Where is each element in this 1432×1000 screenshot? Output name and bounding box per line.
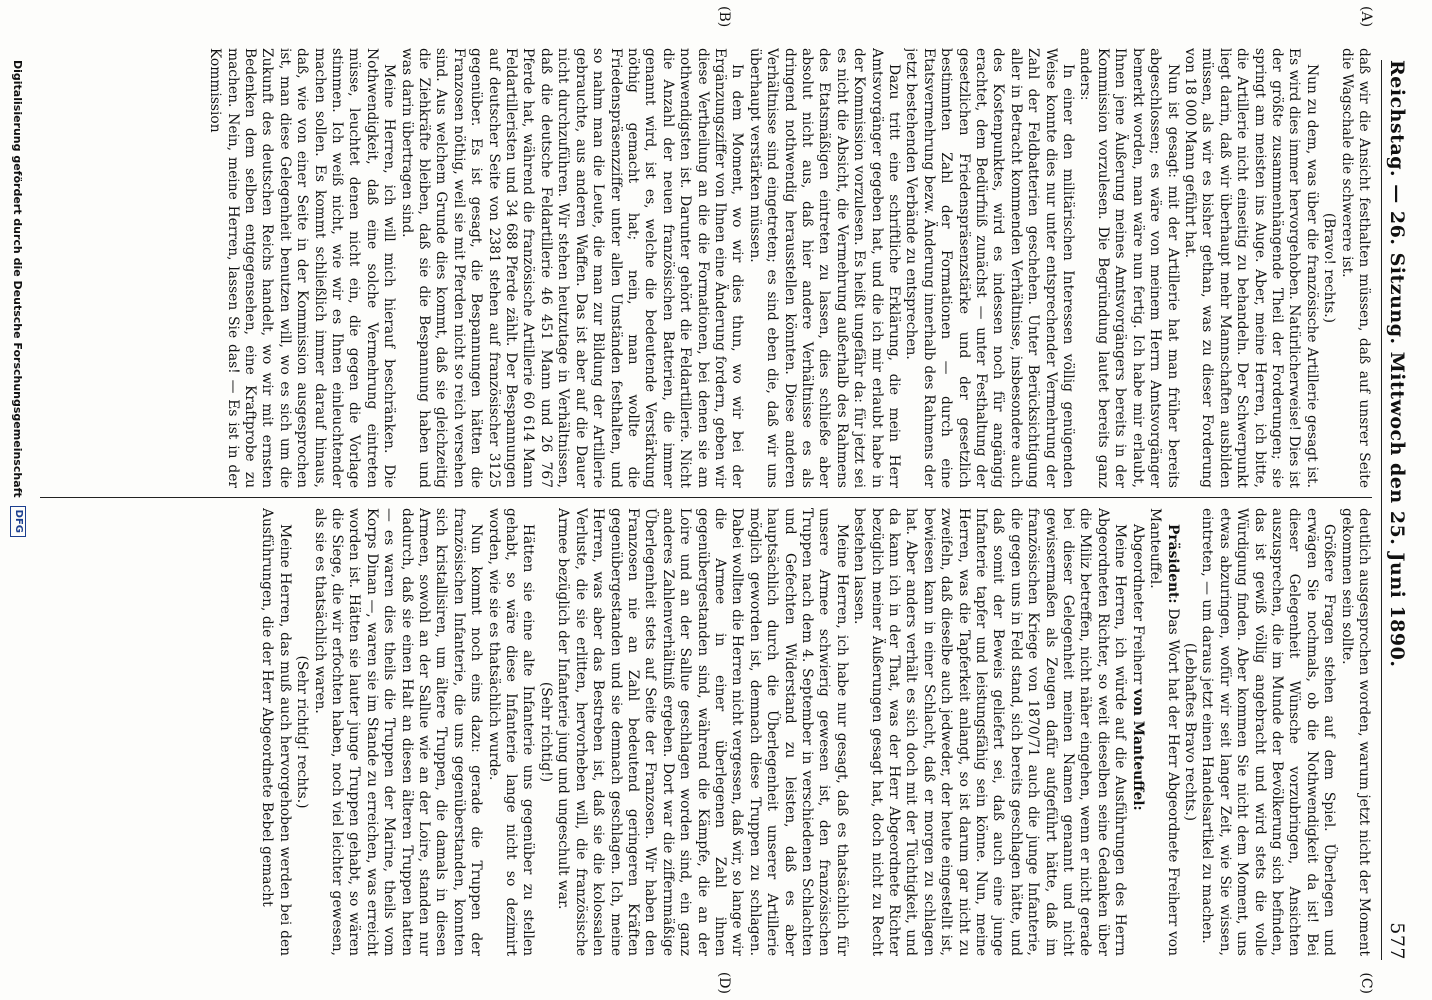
credit-text: Digitalisierung gefördert durch die Deutsche Forschungsgemeinschaft [11, 60, 25, 498]
column-divider [40, 497, 1372, 498]
margin-marker-b: (B) [716, 6, 732, 28]
margin-marker-a: (A) [1358, 6, 1374, 28]
paragraph: Dazu tritt eine schriftliche Erklärung, die mein Herr Amtsvorgänger gegeben hat, und die ich mir erlaubt habe in der Kommission vorzulesen. Es heißt ungefähr da: für jetzt sei es nicht die Absicht, die Vermehrung außerhalb des Rahmens des Etatsmäßigen eintreten zu lassen, dies schließe aber absolut nicht aus, daß hier andere Verhältnisse es als dringend nothwendig herausstellen könnten. Diese anderen Verhältnisse sind eingetreten; es sind eben die, daß wir uns überhaupt verstärken müssen. [746, 48, 903, 488]
speaker-title: Abgeordneter Freiherr [1129, 524, 1146, 685]
paragraph: Hätten sie eine alte Infanterie uns gegenüber zu stellen gehabt, so wäre diese Infanterie lange nicht so dezimirt worden, wie sie es thatsächlich wurde. [485, 508, 537, 956]
left-column [40, 48, 1372, 488]
paragraph: Meine Herren, das muß auch hervorgehoben werden bei den Ausführungen, die der Herr Abgeordnete Bebel gemacht [259, 508, 293, 956]
page-number: 577 [1386, 922, 1408, 960]
applause: (Sehr richtig!) [537, 681, 554, 783]
paragraph: Größere Fragen stehen auf dem Spiel. Überlegen und erwägen Sie nochmals, ob die Nothwendigkeit da ist! Bei dieser Gelegenheit Wünsche vorzubringen, Ansichten auszusprechen, die im Munde der Bevölkerung sich befinden, das ist gewiß völlig angebracht und wird stets die volle Würdigung finden. Aber kommen Sie nicht dem Moment, uns etwas abzuringen, wofür wir seit langer Zeit, wie Sie wissen, eintreten, — um daraus jetzt einen Handelsartikel zu machen. [1199, 508, 1338, 956]
dfg-logo: DFG [10, 506, 26, 537]
header-title: Reichstag. — 26. Sitzung. Mittwoch den 25. Juni 1890. [1386, 60, 1408, 668]
quoted-paragraph: In einer den militärischen Interessen völlig genügenden Weise konnte dies nur unter entsprechender Vermehrung der Zahl der Feldbatterien geschehen. Unter Berücksichtigung aller in Betracht kommenden Verhältnisse, insbesondere auch des Kostenpunktes, wird es indessen noch für angängig erachtet, dem Bedürfniß zunächst — unter Festhaltung der gesetzlichen Friedenspräsenzstärke und der gesetzlich bestimmten Zahl der Formationen — durch eine Etatsvermehrung bezw. Änderung innerhalb des Rahmens der jetzt bestehenden Verbände zu entsprechen. [903, 48, 1077, 488]
page-header [1381, 60, 1412, 960]
speaker-label: Präsident: [1164, 524, 1181, 604]
paragraph: In dem Moment, wo wir dies thun, wo wir bei der Ergänzungsziffer von Ihnen eine Änderung fordern, geben wir diese Vertheilung an die die Formationen, bei denen sie am nothwendigsten ist. Darunter gehört die Feldartillerie. Nicht die Anzahl der neuen französischen Batterien, die immer genannt wird, ist es, welche die bedeutende Verstärkung nöthig gemacht hat; nein, man wollte die Friedenspräsenzziffer unter allen Umständen festhalten, und so nahm man die Leute, die man zur Bildung der Artillerie gebrauchte, aus anderen Waffen. Das ist aber auf die Dauer nicht durchzuführen. Wir stehen heutzutage in Verhältnissen, daß die deutsche Feldartillerie 46 451 Mann und 26 767 Pferde hat, während die französische Artillerie 60 614 Mann Feldartilleristen und 34 688 Pferde zählt. Der Bespannungen auf deutscher Seite von 2381 stehen auf französischer 3125 gegenüber. Es ist gesagt, die Bespannungen hätten die Franzosen nöthig, weil sie mit Pferden nicht so reich versehen sind. Aus welchem Grunde dies kommt, daß sie gleichzeitig die Ziehkräfte bleiben, daß sie die Bespannung haben und was darin übertragen sind. [398, 48, 746, 488]
applause: (Lebhaftes Bravo rechts.) [1181, 642, 1198, 822]
right-column [40, 508, 1372, 956]
applause: (Sehr richtig! rechts.) [294, 655, 311, 809]
paragraph: deutlich ausgesprochen worden, warum jetzt nicht der Moment gekommen sein sollte. [1338, 508, 1372, 956]
paragraph: Meine Herren, ich habe nur gesagt, daß es thatsächlich für unsere Armee schwierig gewesen ist, den französischen Truppen nach dem 4. September in verschiedenen Schlachten und Gefechten Widerstand zu leisten, daß es aber hauptsächlich durch die Überlegenheit unserer Artillerie möglich geworden ist, demnach diese Truppen zu schlagen. Dabei wollten die Herren nicht vergessen, daß wir, so lange wir die Armee in einer überlegenen Zahl ihnen gegenübergestanden sind, während die Kämpfe, die an der Loire und an der Sallue geschlagen worden sind, ein ganz anderes Zahlenverhältniß ergeben. Dort war die ziffernmäßige Überlegenheit stets auf Seite der Franzosen. Wir haben den Franzosen nie an Zahl bedeutend geringeren Kräften gegenübergestanden und sie demnach geschlagen. Ich, meine Herren, was aber das Bestreben ist, daß sie die kolossalen Verluste, die sie erlitten, hervorheben will, die französische Armee bezüglich der Infanterie jung und ungeschult war. [555, 508, 850, 956]
margin-marker-d: (D) [716, 971, 732, 994]
paragraph: Nun kommt noch eins dazu: gerade die Truppen der französischen Infanterie, die uns gegenüberstanden, konnten sich kristallisiren, um ältere Truppen, die damals in diesen Armeen, sowohl an der Sallue wie an der Loire, standen nur dadurch, daß sie einen Halt an diesen älteren Truppen hatten — es waren dies theils die Truppen der Marine, theils vom Korps Dinan —, waren sie im Stande zu erreichen, was erreicht worden ist. Hätten sie lauter junge Truppen gehabt, so wären die Siege, die wir erfochten haben, noch viel leichter gewesen, als sie es thatsächlich waren. [311, 508, 485, 956]
speaker-label: von Manteuffel: [1129, 688, 1146, 811]
paragraph: daß wir die Ansicht festhalten müssen, daß auf unsrer Seite die Wagschale die schwerere ist. [1338, 48, 1372, 488]
applause: (Bravo! rechts.) [1321, 212, 1338, 324]
statement-text: Das Wort hat der Herr Abgeordnete Freiherr von Manteuffel. [1147, 508, 1181, 956]
paragraph: Meine Herren, ich will mich hierauf beschränken. Die Nothwendigkeit, daß eine solche Vermehrung eintreten müsse, leuchtet denen nicht ein, die gegen die Vorlage stimmen. Ich weiß nicht, wie wir es Ihnen einleuchtender machen sollen. Es kommt schließlich immer darauf hinaus, daß, wie von einer Seite in der Kommission ausgesprochen ist, man diese Gelegenheit benutzen will, wo es sich um die Zukunft des deutschen Reichs handelt, wo wir mit ernsten Bedenken dem selben entgegensehen, eine Kraftprobe zu machen. Nein, meine Herren, lassen Sie das! — Es ist in der Kommission [207, 48, 398, 488]
digitization-credit [6, 60, 30, 940]
president-statement [1146, 508, 1181, 956]
paragraph: Nun zu dem, was über die französische Artillerie gesagt ist. Es wird dies immer hervorgehoben. Natürlicherweise! Dies ist der größte zusammenhängende Theil der Forderungen; sie springt am meisten ins Auge. Aber, meine Herren, ich bitte, die Artillerie nicht einseitig zu behandeln. Der Schwerpunkt liegt darin, daß wir überhaupt mehr Mannschaften ausbilden müssen, als wir es bisher gethan, was zu dieser Forderung von 18 000 Mann geführt hat. [1181, 48, 1320, 488]
speaker-intro [1128, 508, 1145, 956]
paragraph: Meine Herren, ich würde auf die Ausführungen des Herrn Abgeordneten Richter, so weit dieselben seine Gedanken über die Miliz betreffen, nicht näher eingehen, wenn er nicht gerade bei dieser Gelegenheit meinen Namen genannt und nicht gewissermaßen als Zeugen dafür aufgeführt hätte, daß im französischen Kriege von 1870/71 auch die junge Infanterie, die gegen uns in Feld stand, sich bereits geschlagen hätte, und daß somit der Beweis geliefert sei, daß auch eine junge Infanterie tapfer und leistungsfähig sein könne. Nun, meine Herren, was die Tapferkeit anlangt, so ist darum gar nicht zu zweifeln, daß dieselbe auch jedweder, der heute eingestellt ist, bewiesen kann in einer Schlacht, daß er morgen zu schlagen hat. Aber anders verhält es sich doch mit der Tüchtigkeit, und da kann ich in der That, was der Herr Abgeordnete Richter bezüglich meiner Äußerungen gesagt hat, doch nicht zu Recht bestehen lassen. [851, 508, 1129, 956]
paragraph: Nun ist gesagt: mit der Artillerie hat man früher bereits abgeschlossen; es wäre von meinem Herrn Amtsvorgänger bemerkt worden, man wäre nun fertig. Ich habe mir erlaubt, Ihnen jene Äußerung meines Amtsvorgängers bereits in der Kommission vorzulesen. Die Begründung lautet bereits ganz anders: [1077, 48, 1181, 488]
margin-marker-c: (C) [1358, 972, 1374, 994]
